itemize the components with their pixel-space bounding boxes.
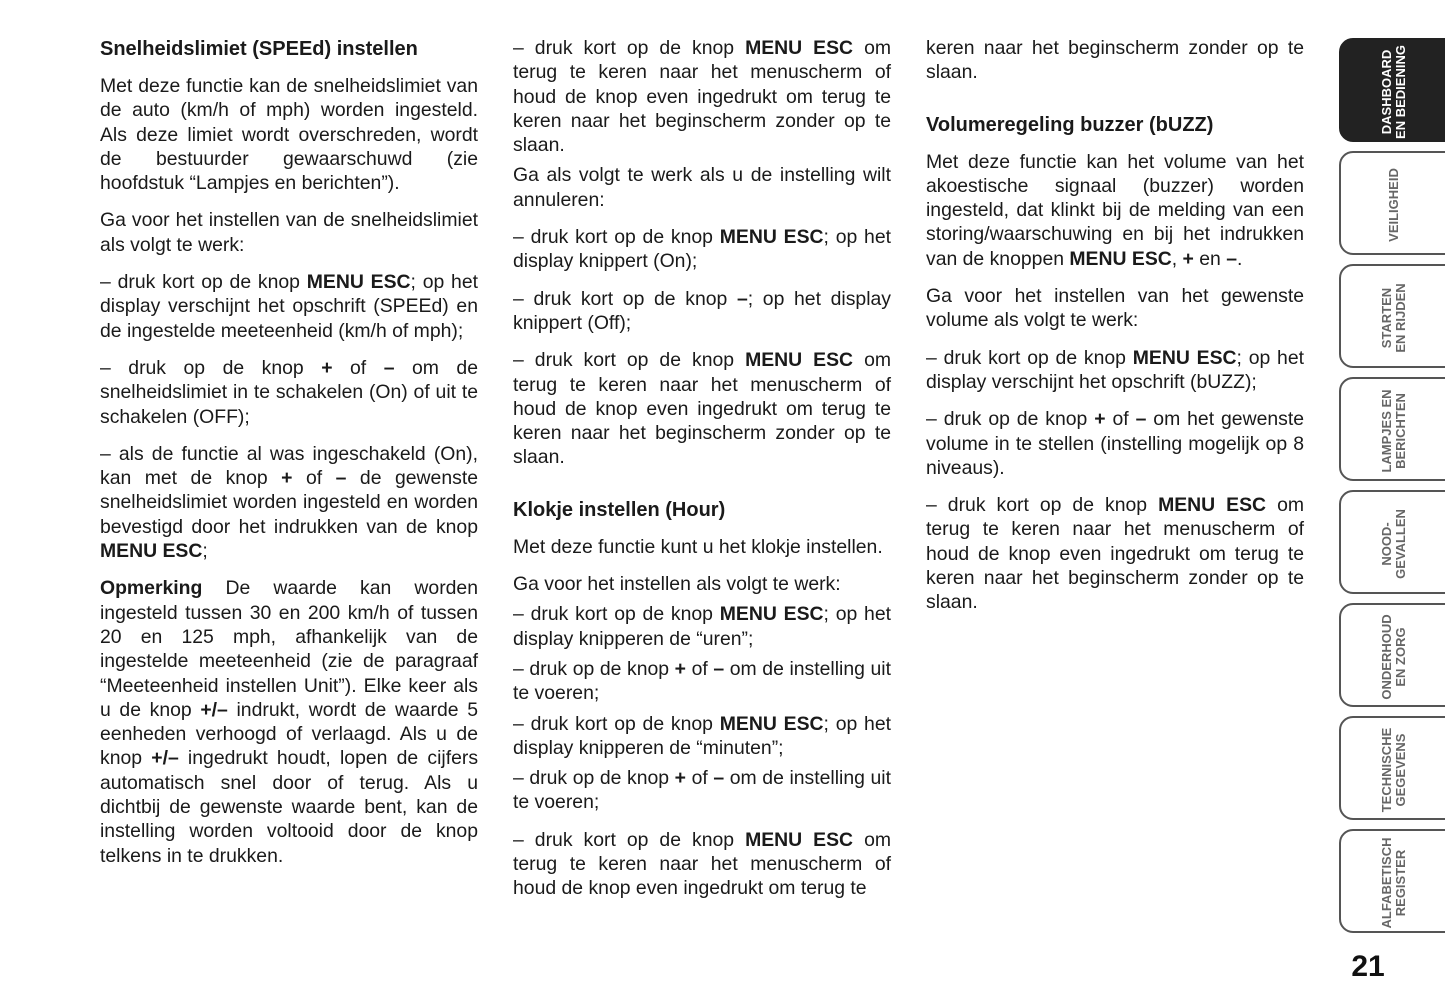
tab-label: NOOD- GEVALLEN (1379, 509, 1408, 579)
tab-label: DASHBOARD EN BEDIENING (1379, 45, 1408, 139)
paragraph: – druk kort op de knop MENU ESC; op het display knippert (On); (513, 226, 892, 273)
tab-starten[interactable] (1339, 264, 1445, 368)
section-heading-buzzer: Volumeregeling buzzer (bUZZ) (926, 113, 1214, 136)
paragraph: – druk op de knop + of – om de instelling uit te voeren; (513, 657, 891, 705)
column-2 (513, 36, 891, 914)
paragraph: Met deze functie kunt u het klokje instellen. (513, 535, 883, 558)
column-1 (100, 36, 478, 881)
tab-dashboard[interactable] (1339, 38, 1445, 142)
tab-alfabetisch-register[interactable] (1339, 829, 1445, 933)
paragraph: – druk kort op de knop MENU ESC om terug te keren naar het menuscherm of houd de knop even ingedrukt om terug te keren naar het beginscherm zonder op te slaan. (926, 494, 1305, 614)
paragraph: – druk kort op de knop MENU ESC; op het display verschijnt het opschrift (bUZZ); (926, 346, 1305, 393)
paragraph: Met deze functie kan de snelheidslimiet van de auto (km/h of mph) worden ingesteld. Als deze limiet wordt overschreden, wordt de bestuurder gewaarschuwd (zie hoofdstuk “Lampjes en berichten”). (100, 75, 478, 195)
note-paragraph: Opmerking De waarde kan worden ingesteld tussen 30 en 200 km/h of tussen 20 en 125 mph, afhankelijk van de ingestelde meeteenheid (zie de paragraaf “Meeteenheid instellen Unit”). Elke keer als u de knop +/– indrukt, wordt de waarde 5 eenheden verhoogd of verlaagd. Als u de knop +/– ingedrukt houdt, lopen de cijfers automatisch snel door of terug. Als u dichtbij de gewenste waarde bent, kan de instelling worden voltooid door de knop telkens in te drukken. (100, 577, 479, 867)
tab-lampjes[interactable] (1339, 377, 1445, 481)
tab-noodgevallen[interactable] (1339, 490, 1445, 594)
tab-veiligheid[interactable] (1339, 151, 1445, 255)
paragraph: Ga als volgt te werk als u de instelling wilt annuleren: (513, 164, 891, 211)
tab-label: LAMPJES EN BERICHTEN (1379, 389, 1408, 473)
tab-technische-gegevens[interactable] (1339, 716, 1445, 820)
paragraph: Ga voor het instellen als volgt te werk: (513, 573, 841, 596)
tab-label: TECHNISCHE GEGEVENS (1379, 727, 1408, 813)
paragraph: Ga voor het instellen van de snelheidslimiet als volgt te werk: (100, 209, 478, 256)
section-heading-speed-limit: Snelheidslimiet (SPEEd) instellen (100, 38, 418, 60)
tab-label: VEILIGHEID (1386, 168, 1401, 242)
paragraph: – druk op de knop + of – om de snelheidslimiet in te schakelen (On) of uit te schakelen (OFF); (100, 356, 478, 428)
paragraph: keren naar het beginscherm zonder op te slaan. (926, 37, 1304, 84)
tab-onderhoud[interactable] (1339, 603, 1445, 707)
paragraph: Ga voor het instellen van het gewenste volume als volgt te werk: (926, 285, 1304, 332)
column-3 (926, 36, 1304, 628)
tab-label: ONDERHOUD EN ZORG (1379, 614, 1408, 700)
paragraph: – druk op de knop + of – om de instelling uit te voeren; (513, 767, 891, 814)
page-number: 21 (1351, 950, 1385, 983)
tab-label: ALFABETISCH REGISTER (1379, 837, 1408, 929)
paragraph: – druk kort op de knop MENU ESC om terug te keren naar het menuscherm of houd de knop even ingedrukt om terug te keren naar het beginscherm zonder op te slaan. (513, 37, 892, 157)
paragraph: – druk op de knop + of – om het gewenste volume in te stellen (instelling mogelijk op 8 niveaus). (926, 408, 1305, 479)
paragraph: Met deze functie kan het volume van het akoestische signaal (buzzer) worden ingesteld, dat klinkt bij de melding van een storing/waarschuwing en bij het indrukken van de knoppen MENU ESC, + en –. (926, 150, 1304, 270)
paragraph: – druk kort op de knop –; op het display knippert (Off); (513, 287, 891, 334)
paragraph: – druk kort op de knop MENU ESC; op het display verschijnt het opschrift (SPEEd) en de ingestelde meeteenheid (km/h of mph); (100, 271, 479, 342)
section-heading-clock: Klokje instellen (Hour) (513, 498, 726, 521)
paragraph: – druk kort op de knop MENU ESC om terug te keren naar het menuscherm of houd de knop even ingedrukt om terug te keren naar het beginscherm zonder op te slaan. (513, 349, 892, 469)
tab-label: STARTEN EN RIJDEN (1379, 283, 1408, 353)
paragraph: – druk kort op de knop MENU ESC; op het display knipperen de “minuten”; (513, 712, 892, 759)
paragraph: – als de functie al was ingeschakeld (On), kan met de knop + of – de gewenste snelheidslimiet worden ingesteld en worden bevestigd door het indrukken van de knop MENU ESC; (100, 442, 478, 563)
paragraph: – druk kort op de knop MENU ESC; op het display knipperen de “uren”; (513, 603, 892, 650)
paragraph: – druk kort op de knop MENU ESC om terug te keren naar het menuscherm of houd de knop even ingedrukt om terug te (513, 828, 892, 900)
